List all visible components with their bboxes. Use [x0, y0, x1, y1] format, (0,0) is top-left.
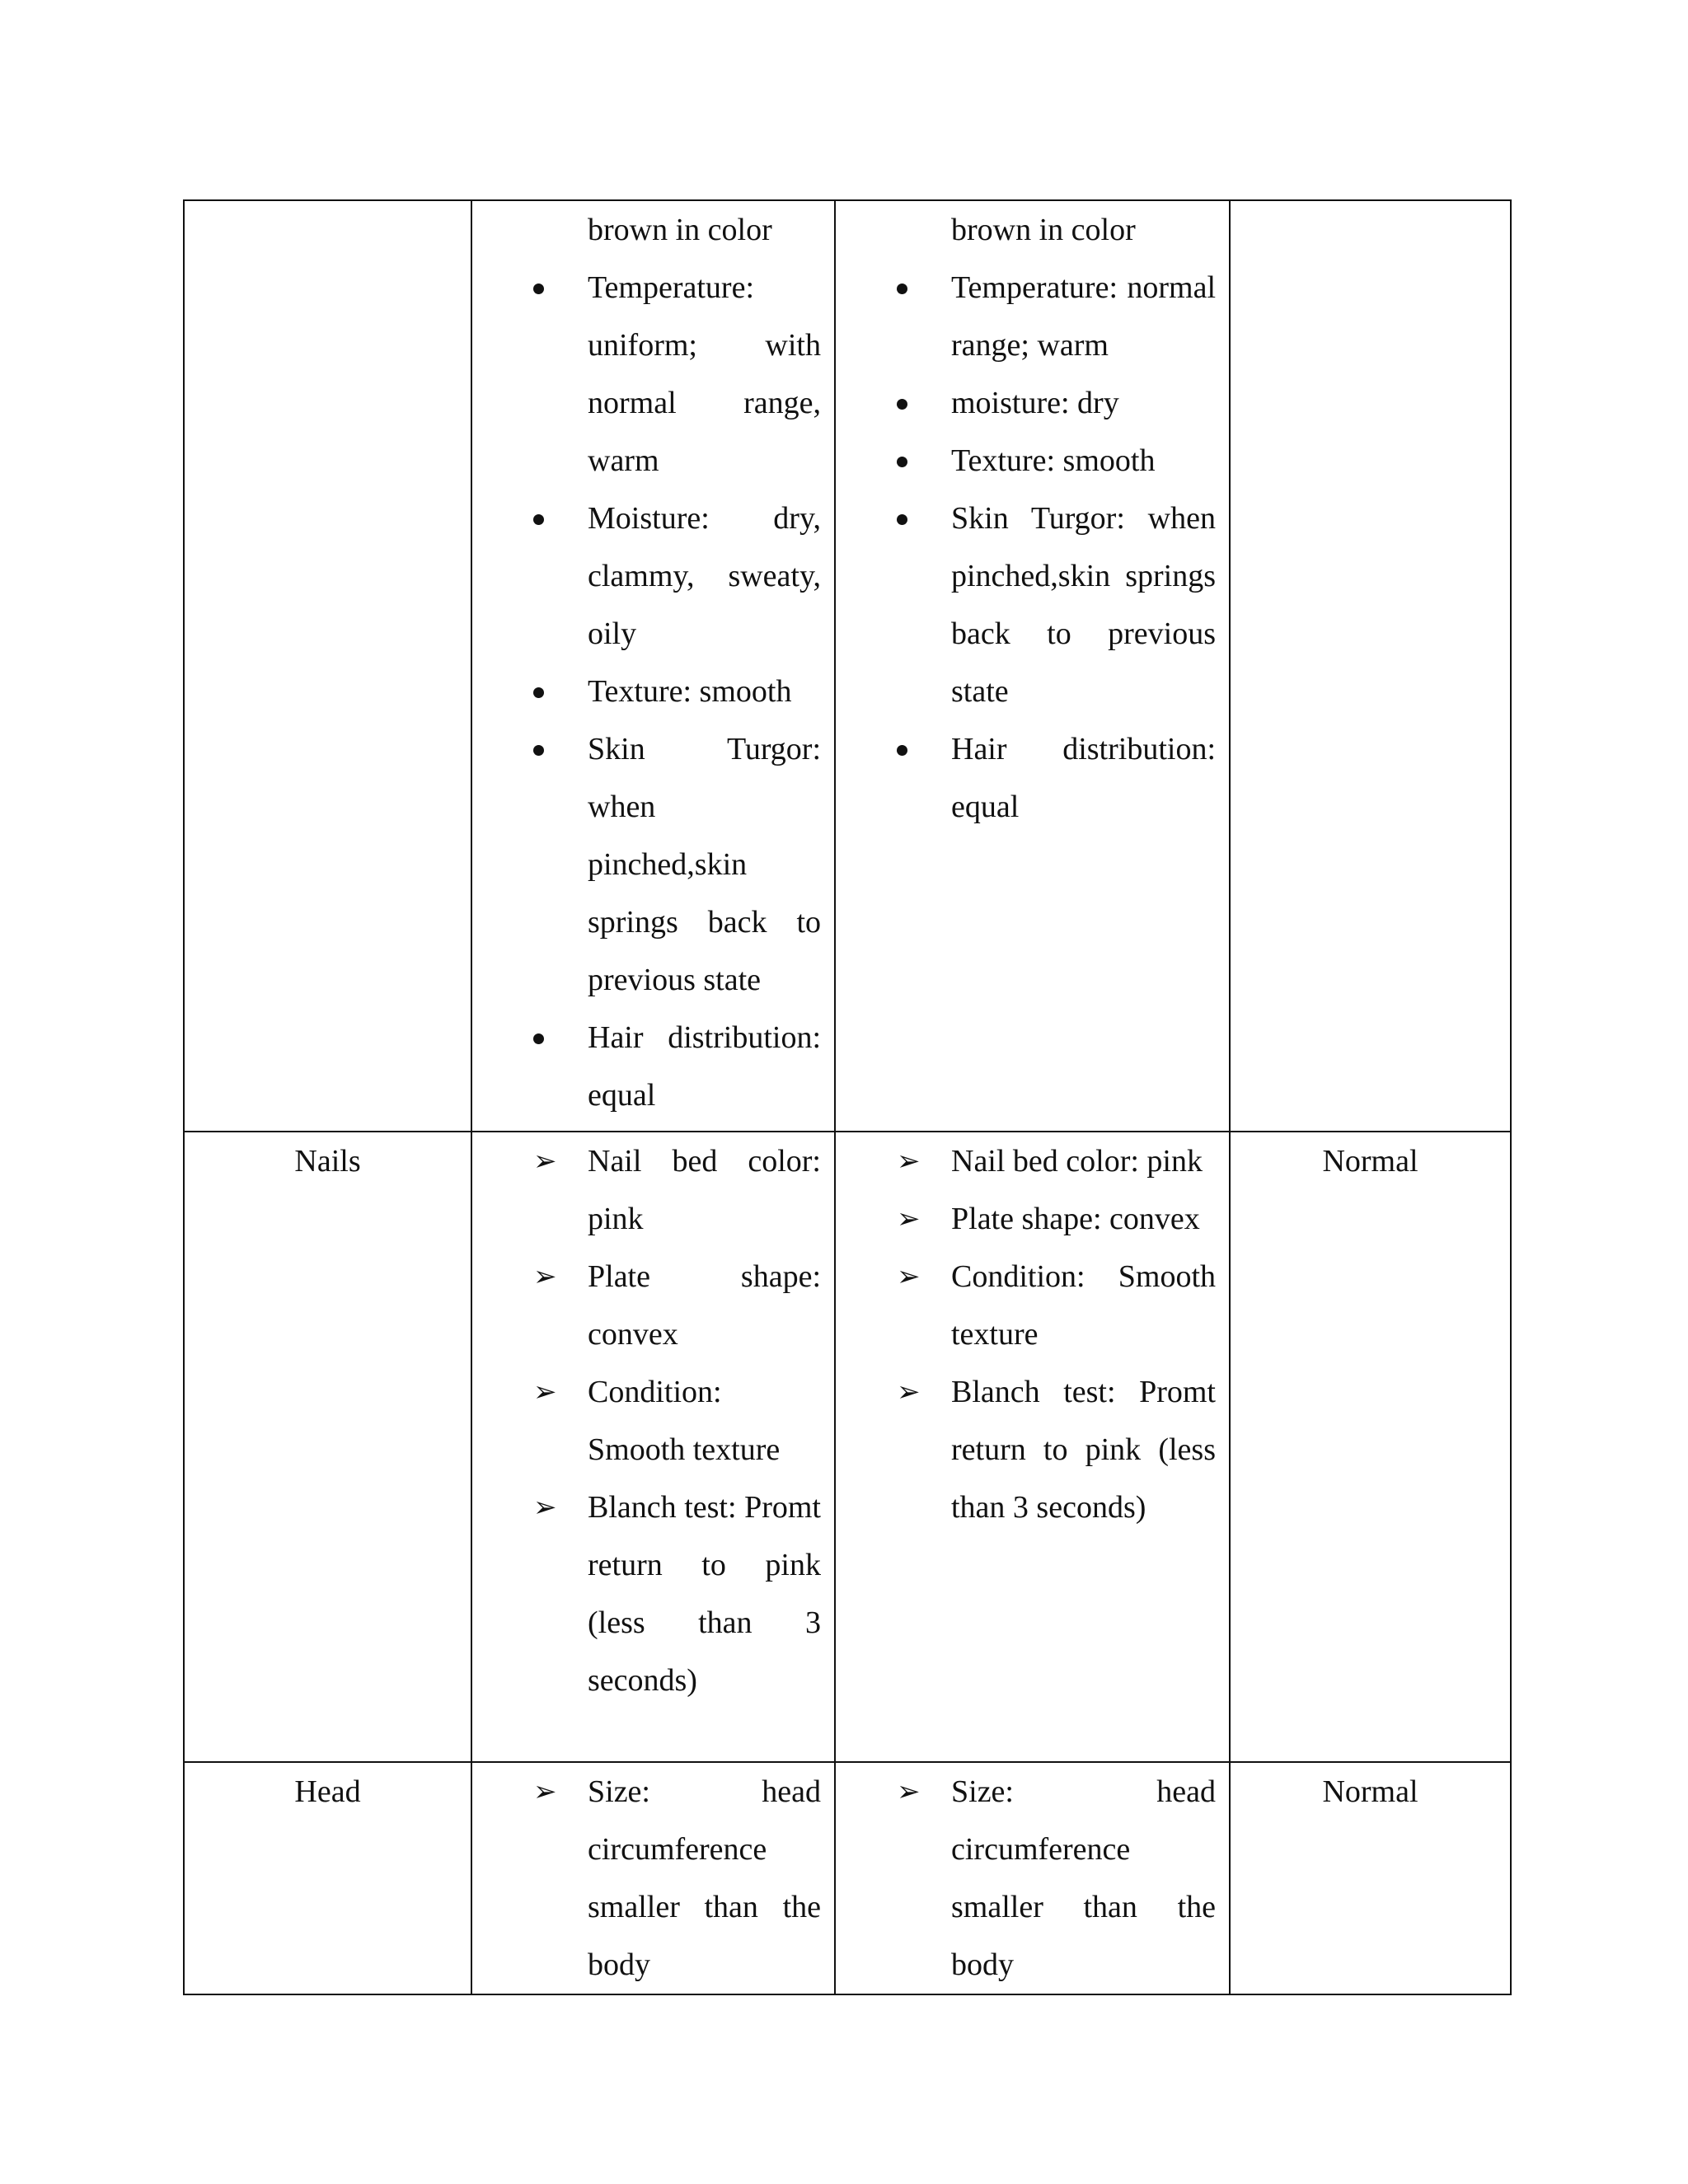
arrow-bullet-icon: ➢ — [533, 1260, 557, 1293]
list-item: ➢ Blanch test: Promt return to pink (less than 3 seconds) — [951, 1363, 1216, 1536]
list-item: ➢ Nail bed color: pink — [588, 1132, 821, 1248]
list-item: brown in color — [951, 213, 1136, 247]
bullet-icon — [533, 720, 558, 778]
arrow-bullet-icon: ➢ — [533, 1376, 557, 1408]
arrow-bullet-icon: ➢ — [897, 1145, 921, 1178]
arrow-bullet-icon: ➢ — [533, 1491, 557, 1524]
table-row — [184, 1762, 1511, 1994]
list-item: ➢ Condition: Smooth texture — [951, 1248, 1216, 1363]
interpretation-cell — [1230, 200, 1511, 1132]
list-item: Texture: smooth — [588, 663, 821, 720]
table-row — [184, 200, 1511, 1132]
bullet-icon — [533, 490, 558, 547]
arrow-bullet-icon: ➢ — [533, 1145, 557, 1178]
list-item: ➢ Nail bed color: pink — [951, 1132, 1216, 1190]
list-item: ➢ Plate shape: convex — [951, 1190, 1216, 1248]
list-item: Skin Turgor: when pinched,skin springs back to previous state — [951, 490, 1216, 720]
bullet-icon — [897, 432, 921, 490]
normal-findings-cell — [471, 1132, 835, 1762]
list-item: ➢ Blanch test: Promt return to pink (less than 3 seconds) — [588, 1479, 821, 1709]
findings-list — [472, 201, 834, 1124]
bullet-icon — [533, 259, 558, 316]
area-cell: Nails — [184, 1132, 471, 1762]
arrow-bullet-icon: ➢ — [533, 1775, 557, 1808]
list-item: Temperature: normal range; warm — [951, 259, 1216, 374]
bullet-icon — [897, 259, 921, 316]
actual-findings-cell — [835, 1762, 1230, 1994]
interpretation-cell: Normal — [1230, 1762, 1511, 1994]
list-item: ➢ Condition: Smooth texture — [588, 1363, 821, 1479]
list-item: brown in color — [588, 213, 772, 247]
list-item: Texture: smooth — [951, 432, 1216, 490]
normal-findings-cell — [471, 1762, 835, 1994]
assessment-table — [183, 199, 1512, 1995]
list-item: ➢ Size: head circumference smaller than the body — [951, 1763, 1216, 1994]
list-item: Hair distribution: equal — [588, 1009, 821, 1124]
actual-findings-cell — [835, 1132, 1230, 1762]
bullet-icon — [897, 720, 921, 778]
list-item: Hair distribution: equal — [951, 720, 1216, 836]
findings-list — [472, 1132, 834, 1709]
list-item: Skin Turgor: when pinched,skin springs back to previous state — [588, 720, 821, 1009]
list-item: moisture: dry — [951, 374, 1216, 432]
table-row — [184, 1132, 1511, 1762]
bullet-icon — [897, 374, 921, 432]
area-cell: Head — [184, 1762, 471, 1994]
list-item: Temperature: uniform; with normal range, warm — [588, 259, 821, 490]
findings-list — [836, 201, 1229, 836]
bullet-icon — [533, 663, 558, 720]
findings-list — [472, 1763, 834, 1994]
arrow-bullet-icon: ➢ — [897, 1260, 921, 1293]
list-item: Moisture: dry, clammy, sweaty, oily — [588, 490, 821, 663]
interpretation-cell: Normal — [1230, 1132, 1511, 1762]
area-cell — [184, 200, 471, 1132]
arrow-bullet-icon: ➢ — [897, 1775, 921, 1808]
bullet-icon — [897, 490, 921, 547]
findings-list — [836, 1763, 1229, 1994]
arrow-bullet-icon: ➢ — [897, 1376, 921, 1408]
bullet-icon — [533, 1009, 558, 1066]
list-item: ➢ Plate shape: convex — [588, 1248, 821, 1363]
arrow-bullet-icon: ➢ — [897, 1202, 921, 1235]
actual-findings-cell — [835, 200, 1230, 1132]
findings-list — [836, 1132, 1229, 1536]
list-item: ➢ Size: head circumference smaller than the body — [588, 1763, 821, 1994]
normal-findings-cell — [471, 200, 835, 1132]
